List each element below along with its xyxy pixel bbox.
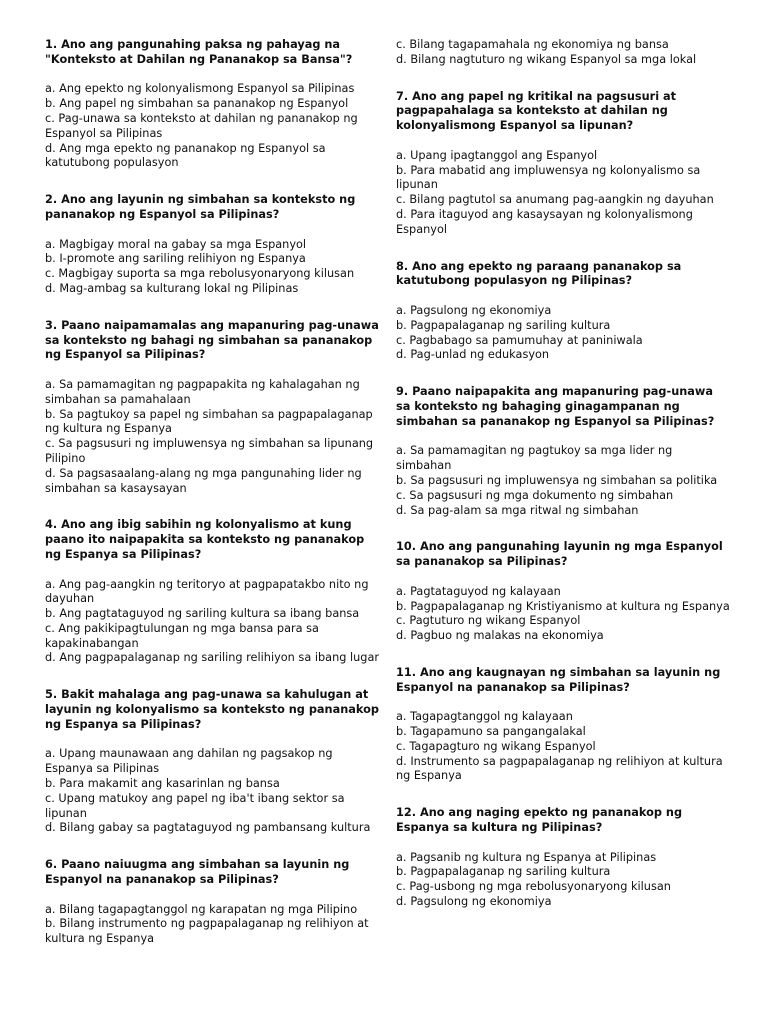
question-4-option-c: c. Ang pakikipagtulungan ng mga bansa para sa kapakinabangan [45,621,319,650]
question-8-text: 8. Ano ang epekto ng paraang pananakop sa katutubong populasyon ng Pilipinas? [396,259,682,288]
question-11-option-c: c. Tagapagturo ng wikang Espanyol [396,739,596,753]
question-7-option-a: a. Upang ipagtanggol ang Espanyol [396,148,598,162]
question-3-option-c: c. Sa pagsusuri ng impluwensya ng simbahan sa lipunang Pilipino [45,437,374,465]
question-2-option-d: d. Mag-ambag sa kulturang lokal ng Pilipinas [45,281,299,295]
question-3-text: 3. Paano naipamamalas ang mapanuring pag-unawa sa konteksto ng bahagi ng simbahan sa pananakop ng Espanyol sa Pilipinas? [45,318,379,362]
question-10-option-b: b. Pagpapalaganap ng Kristiyanismo at kultura ng Espanya [396,599,730,613]
question-5-option-d: d. Bilang gabay sa pagtataguyod ng pambansang kultura [45,821,371,835]
left-column [45,38,380,969]
question-6-option-a: a. Bilang tagapagtanggol ng karapatan ng mga Pilipino [45,902,358,916]
question-3-option-d: d. Sa pagsasaalang-alang ng mga pangunahing lider ng simbahan sa kasaysayan [45,466,362,495]
question-block-3 [45,319,380,497]
question-5-option-c: c. Upang matukoy ang papel ng iba't ibang sektor sa lipunan [45,791,345,820]
question-8-option-b: b. Pagpapalaganap ng sariling kultura [396,318,611,332]
question-8-option-c: c. Pagbabago sa pamumuhay at paniniwala [396,333,643,347]
question-12-option-c: c. Pag-usbong ng mga rebolusyonaryong kilusan [396,880,671,894]
question-3-option-a: a. Sa pamamagitan ng pagpapakita ng kahalagahan ng simbahan sa pamahalaan [45,377,360,406]
question-10-option-c: c. Pagtuturo ng wikang Espanyol [396,614,581,628]
question-5-option-a: a. Upang maunawaan ang dahilan ng pagsakop ng Espanya sa Pilipinas [45,747,333,776]
question-11-option-a: a. Tagapagtanggol ng kalayaan [396,710,573,724]
question-10-option-a: a. Pagtataguyod ng kalayaan [396,584,561,598]
question-8-option-a: a. Pagsulong ng ekonomiya [396,303,552,317]
question-1-option-b: b. Ang papel ng simbahan sa pananakop ng Espanyol [45,97,349,111]
question-11-option-d: d. Instrumento sa pagpapalaganap ng relihiyon at kultura ng Espanya [396,754,723,783]
question-3-option-b: b. Sa pagtukoy sa papel ng simbahan sa pagpapalaganap ng kultura ng Espanya [45,407,373,436]
question-2-option-a: a. Magbigay moral na gabay sa mga Espanyol [45,237,307,251]
question-7-option-d: d. Para itaguyod ang kasaysayan ng kolonyalismong Espanyol [396,207,693,236]
question-7-text: 7. Ano ang papel ng kritikal na pagsusuri at pagpapahalaga sa konteksto at dahilan ng kolonyalismong Espanyol sa lipunan? [396,89,677,133]
question-2-option-c: c. Magbigay suporta sa mga rebolusyonaryong kilusan [45,267,355,281]
question-block-11 [396,666,731,784]
question-block-5 [45,688,380,836]
question-1-text: 1. Ano ang pangunahing paksa ng pahayag na "Konteksto at Dahilan ng Pananakop sa Bansa"? [45,38,353,66]
question-12-option-a: a. Pagsanib ng kultura ng Espanya at Pilipinas [396,850,657,864]
question-12-text: 12. Ano ang naging epekto ng pananakop ng Espanya sa kultura ng Pilipinas? [396,806,683,835]
right-column [396,38,731,932]
question-7-option-b: b. Para mabatid ang impluwensya ng kolonyalismo sa lipunan [396,163,701,192]
question-4-option-a: a. Ang pag-aangkin ng teritoryo at pagpapatakbo nito ng dayuhan [45,577,369,606]
question-9-option-a: a. Sa pamamagitan ng pagtukoy sa mga lider ng simbahan [396,444,673,473]
question-4-text: 4. Ano ang ibig sabihin ng kolonyalismo at kung paano ito naipapakita sa konteksto ng pananakop ng Espanya sa Pilipinas? [45,518,365,561]
question-block-4 [45,518,380,666]
question-6-option-b: b. Bilang instrumento ng pagpapalaganap ng relihiyon at kultura ng Espanya [45,917,369,946]
option-6c: c. Bilang tagapamahala ng ekonomiya ng bansa [396,38,669,51]
question-block-9 [396,385,731,518]
question-9-option-b: b. Sa pagsusuri ng impluwensya ng simbahan sa politika [396,473,718,487]
question-9-option-d: d. Sa pag-alam sa mga ritwal ng simbahan [396,503,639,517]
question-block-2 [45,193,380,297]
question-6-text: 6. Paano naiuugma ang simbahan sa layunin ng Espanyol na pananakop sa Pilipinas? [45,858,350,887]
question-5-option-b: b. Para makamit ang kasarinlan ng bansa [45,777,280,791]
question-11-option-b: b. Tagapamuno sa pangangalakal [396,725,586,739]
question-1-option-a: a. Ang epekto ng kolonyalismong Espanyol sa Pilipinas [45,82,355,96]
question-10-text: 10. Ano ang pangunahing layunin ng mga Espanyol sa pananakop sa Pilipinas? [396,540,723,569]
question-block-10 [396,540,731,644]
question-block-6 [45,858,380,947]
question-5-text: 5. Bakit mahalaga ang pag-unawa sa kahulugan at layunin ng kolonyalismo sa konteksto ng pananakop ng Espanya sa Pilipinas? [45,688,379,731]
question-9-text: 9. Paano naipapakita ang mapanuring pag-unawa sa konteksto ng bahaging ginagampanan ng simbahan sa pananakop ng Espanyol sa Pilipinas? [396,385,715,428]
question-4-option-b: b. Ang pagtataguyod ng sariling kultura sa ibang bansa [45,607,360,621]
question-1-option-c: c. Pag-unawa sa konteksto at dahilan ng pananakop ng Espanyol sa Pilipinas [45,111,358,140]
question-12-option-b: b. Pagpapalaganap ng sariling kultura [396,865,611,879]
question-block-8 [396,260,731,364]
question-7-option-c: c. Bilang pagtutol sa anumang pag-aangkin ng dayuhan [396,193,714,207]
question-10-option-d: d. Pagbuo ng malakas na ekonomiya [396,629,604,643]
question-2-option-b: b. I-promote ang sariling relihiyon ng Espanya [45,252,306,266]
question-8-option-d: d. Pag-unlad ng edukasyon [396,348,550,362]
question-2-text: 2. Ano ang layunin ng simbahan sa konteksto ng pananakop ng Espanyol sa Pilipinas? [45,193,356,221]
question-4-option-d: d. Ang pagpapalaganap ng sariling relihiyon sa ibang lugar [45,651,380,665]
question-9-option-c: c. Sa pagsusuri ng mga dokumento ng simbahan [396,488,674,502]
continued-options [396,38,731,68]
question-11-text: 11. Ano ang kaugnayan ng simbahan sa layunin ng Espanyol na pananakop sa Pilipinas? [396,665,721,694]
question-block-1 [45,38,380,171]
question-block-12 [396,806,731,910]
question-block-7 [396,90,731,238]
question-12-option-d: d. Pagsulong ng ekonomiya [396,895,552,909]
question-1-option-d: d. Ang mga epekto ng pananakop ng Espanyol sa katutubong populasyon [45,141,326,170]
option-6d: d. Bilang nagtuturo ng wikang Espanyol sa mga lokal [396,52,697,66]
